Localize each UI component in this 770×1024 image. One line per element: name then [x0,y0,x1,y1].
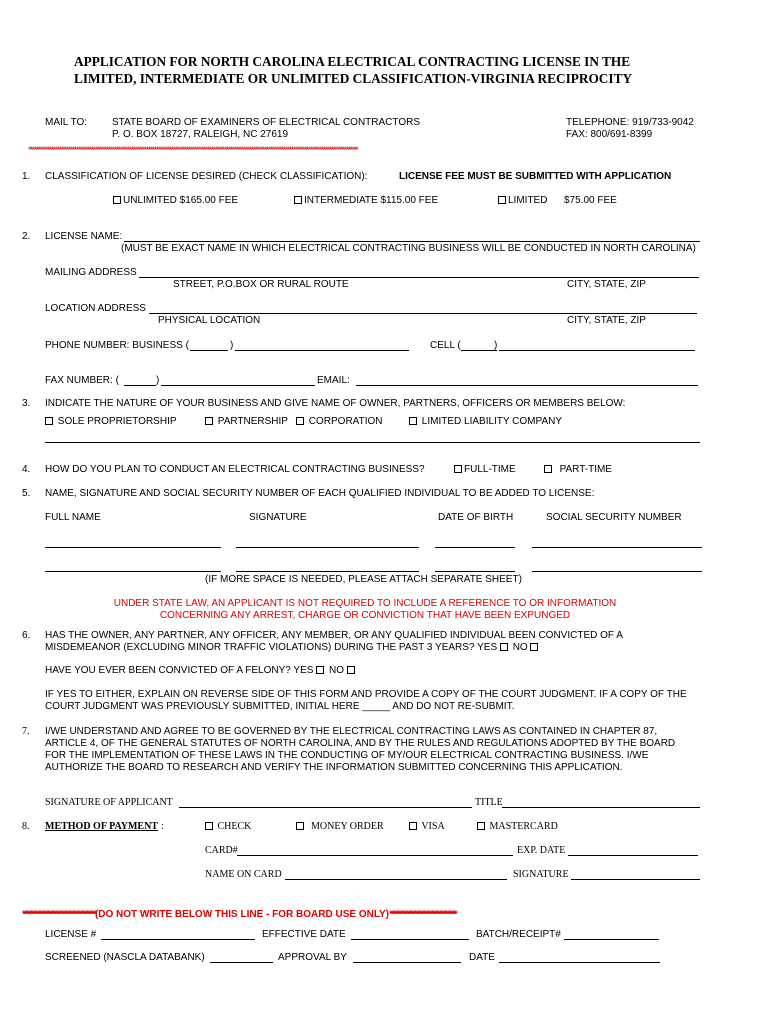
llc-checkbox[interactable] [409,417,417,425]
owners-names-field[interactable] [45,442,700,443]
q5-number: 5. [22,488,31,499]
misdemeanor-yes-checkbox[interactable] [500,643,508,651]
felony-yes-checkbox[interactable] [316,666,324,674]
form-title-line2: LIMITED, INTERMEDIATE OR UNLIMITED CLASSIFICATION-VIRGINIA RECIPROCITY [74,71,633,86]
row2-ssn-field[interactable] [532,571,702,572]
card-number-field[interactable] [237,855,513,856]
email-label: EMAIL: [317,375,350,386]
limited-checkbox[interactable] [498,196,506,204]
approval-by-label: APPROVAL BY [278,952,347,963]
effective-date-field [351,939,469,940]
q7-line2: ARTICLE 4, OF THE GENERAL STATUTES OF NORTH CAROLINA, AND BY THE RULES AND REGULATIONS ADOPTED BY THE BOARD [45,738,676,749]
row2-dob-field[interactable] [435,571,515,572]
col-signature: SIGNATURE [249,512,307,523]
part-time-option[interactable]: PART-TIME [544,464,612,475]
q6-line1: HAS THE OWNER, ANY PARTNER, ANY OFFICER, ANY MEMBER, OR ANY QUALIFIED INDIVIDUAL BEEN CONVICTED OF A [45,630,623,641]
money-order-option[interactable]: MONEY ORDER [296,821,384,832]
board-address: P. O. BOX 18727, RALEIGH, NC 27619 [112,129,289,140]
full-time-checkbox[interactable] [454,465,462,473]
q7-line4: AUTHORIZE THE BOARD TO RESEARCH AND VERIFY THE INFORMATION SUBMITTED CONCERNING THIS APPLICATION. [45,762,623,773]
card-signature-field[interactable] [571,879,700,880]
part-time-checkbox[interactable] [544,465,552,473]
license-name-label: LICENSE NAME: [45,231,123,242]
city-state-zip-caption-1: CITY, STATE, ZIP [567,279,646,290]
board-stars-left: ******************************************************** [22,909,95,919]
fax: FAX: 800/691-8399 [566,129,653,140]
q7-number: 7. [22,726,30,737]
col-date-of-birth: DATE OF BIRTH [438,512,514,523]
check-option[interactable]: CHECK [205,821,251,832]
intermediate-option[interactable]: INTERMEDIATE $115.00 FEE [294,195,438,206]
physical-location-caption: PHYSICAL LOCATION [158,315,261,326]
q5-text: NAME, SIGNATURE AND SOCIAL SECURITY NUMBER OF EACH QUALIFIED INDIVIDUAL TO BE ADDED TO LICENSE: [45,488,595,499]
method-of-payment-label: METHOD OF PAYMENT [45,821,158,832]
money-order-checkbox[interactable] [296,822,304,830]
exp-date-label: EXP. DATE [517,845,566,856]
sole-proprietorship-option[interactable]: SOLE PROPRIETORSHIP [45,416,177,427]
email-field[interactable] [356,385,698,386]
partnership-option[interactable]: PARTNERSHIP [205,416,288,427]
business-phone-field[interactable] [235,350,409,351]
approval-by-field [353,962,461,963]
business-phone-label: PHONE NUMBER: BUSINESS ( [45,340,189,351]
explain-line2: COURT JUDGMENT WAS PREVIOUSLY SUBMITTED, INITIAL HERE _____ AND DO NOT RE-SUBMIT. [45,701,515,712]
title-field[interactable] [502,807,700,808]
license-name-field[interactable] [124,241,700,242]
q3-text: INDICATE THE NATURE OF YOUR BUSINESS AND GIVE NAME OF OWNER, PARTNERS, OFFICERS OR MEMBERS BELOW: [45,398,626,409]
row2-signature-field[interactable] [236,571,419,572]
board-stars-right: *************************************************** [389,909,456,919]
name-on-card-label: NAME ON CARD [205,869,282,880]
sole-proprietorship-checkbox[interactable] [45,417,53,425]
telephone: TELEPHONE: 919/733-9042 [566,117,694,128]
fax-area-code-field[interactable] [124,385,156,386]
license-name-note: (MUST BE EXACT NAME IN WHICH ELECTRICAL CONTRACTING BUSINESS WILL BE CONDUCTED IN NORTH CAROLINA) [121,243,696,254]
more-space-note: (IF MORE SPACE IS NEEDED, PLEASE ATTACH SEPARATE SHEET) [205,574,522,585]
limited-fee: $75.00 FEE [564,195,617,206]
license-number-field [101,939,255,940]
limited-option[interactable]: LIMITED [498,195,547,206]
location-address-field[interactable] [149,313,697,314]
fee-note: LICENSE FEE MUST BE SUBMITTED WITH APPLICATION [399,171,672,182]
fax-paren: ) [156,375,160,386]
effective-date-label: EFFECTIVE DATE [262,929,346,940]
board-date-field [499,962,660,963]
q1-number: 1. [22,171,31,182]
cell-phone-label: CELL ( [430,340,461,351]
explain-line1: IF YES TO EITHER, EXPLAIN ON REVERSE SIDE OF THIS FORM AND PROVIDE A COPY OF THE COURT JUDGMENT. IF A COPY OF THE [45,689,687,700]
fax-number-field[interactable] [161,385,315,386]
partnership-checkbox[interactable] [205,417,213,425]
applicant-signature-field[interactable] [179,807,472,808]
unlimited-option[interactable]: UNLIMITED $165.00 FEE [113,195,238,206]
board-use-divider [22,904,712,922]
cell-phone-field[interactable] [499,350,695,351]
row1-name-field[interactable] [45,547,221,548]
row1-dob-field[interactable] [435,547,515,548]
misdemeanor-no-checkbox[interactable] [530,643,538,651]
location-address-label: LOCATION ADDRESS [45,303,146,314]
batch-receipt-field [564,939,659,940]
cell-area-code-field[interactable] [461,350,497,351]
felony-question: HAVE YOU EVER BEEN CONVICTED OF A FELONY? YES NO [45,665,357,676]
city-state-zip-caption-2: CITY, STATE, ZIP [567,315,646,326]
mailing-address-label: MAILING ADDRESS [45,267,137,278]
visa-checkbox[interactable] [409,822,417,830]
method-of-payment-colon: : [161,821,164,832]
expunged-notice-line2: CONCERNING ANY ARREST, CHARGE OR CONVICTION THAT HAVE BEEN EXPUNGED [159,610,571,621]
q8-number: 8. [22,821,30,832]
screened-label: SCREENED (NASCLA DATABANK) [45,952,205,963]
cell-paren: ) [494,340,498,351]
full-time-option[interactable]: FULL-TIME [454,464,516,475]
q1-text: CLASSIFICATION OF LICENSE DESIRED (CHECK CLASSIFICATION): [45,171,368,182]
unlimited-checkbox[interactable] [113,196,121,204]
board-use-text: (DO NOT WRITE BELOW THIS LINE - FOR BOARD USE ONLY) [94,909,390,920]
batch-receipt-label: BATCH/RECEIPT# [476,929,561,940]
license-number-label: LICENSE # [45,929,97,940]
intermediate-checkbox[interactable] [294,196,302,204]
q2-number: 2. [22,231,31,242]
exp-date-field[interactable] [568,855,698,856]
q4-number: 4. [22,464,31,475]
street-caption: STREET, P.O.BOX OR RURAL ROUTE [173,279,349,290]
corporation-option[interactable]: CORPORATION [296,416,383,427]
check-checkbox[interactable] [205,822,213,830]
screened-field [210,962,273,963]
mail-to-label: MAIL TO: [45,117,88,128]
business-paren: ) [230,340,234,351]
business-area-code-field[interactable] [190,350,228,351]
q6-number: 6. [22,630,31,641]
q7-line3: FOR THE IMPLEMENTATION OF THESE LAWS IN THE CONDUCTING OF MY/OUR ELECTRICAL CONTRACTING BUSINESS. I/WE [45,750,649,761]
col-ssn: SOCIAL SECURITY NUMBER [546,512,682,523]
mailing-address-field[interactable] [139,277,699,278]
form-title-line1: APPLICATION FOR NORTH CAROLINA ELECTRICAL CONTRACTING LICENSE IN THE [74,54,631,69]
row1-ssn-field[interactable] [532,547,702,548]
mastercard-checkbox[interactable] [477,822,485,830]
card-signature-label: SIGNATURE [513,869,569,880]
corporation-checkbox[interactable] [296,417,304,425]
board-date-label: DATE [469,952,495,963]
signature-of-applicant-label: SIGNATURE OF APPLICANT [45,797,173,808]
llc-option[interactable]: LIMITED LIABILITY COMPANY [409,416,562,427]
expunged-notice-line1: UNDER STATE LAW, AN APPLICANT IS NOT REQUIRED TO INCLUDE A REFERENCE TO OR INFORMATION [113,598,617,609]
visa-option[interactable]: VISA [409,821,445,832]
title-label: TITLE [475,797,503,808]
board-name: STATE BOARD OF EXAMINERS OF ELECTRICAL CONTRACTORS [112,117,421,128]
name-on-card-field[interactable] [285,879,507,880]
q3-number: 3. [22,398,31,409]
card-number-label: CARD# [205,845,238,856]
fax-number-label: FAX NUMBER: ( [45,375,119,386]
row1-signature-field[interactable] [236,547,419,548]
q4-text: HOW DO YOU PLAN TO CONDUCT AN ELECTRICAL CONTRACTING BUSINESS? [45,464,425,475]
felony-no-checkbox[interactable] [347,666,355,674]
row2-name-field[interactable] [45,571,221,572]
q6-line2: MISDEMEANOR (EXCLUDING MINOR TRAFFIC VIOLATIONS) DURING THE PAST 3 YEARS? YES NO [45,642,540,653]
mastercard-option[interactable]: MASTERCARD [477,821,558,832]
q7-line1: I/WE UNDERSTAND AND AGREE TO BE GOVERNED BY THE ELECTRICAL CONTRACTING LAWS AS CONTAINED IN CHAPTER 87, [45,726,658,737]
col-full-name: FULL NAME [45,512,101,523]
stars-divider-top: ***************************************************************************************************************************************************************************** [28,145,358,155]
